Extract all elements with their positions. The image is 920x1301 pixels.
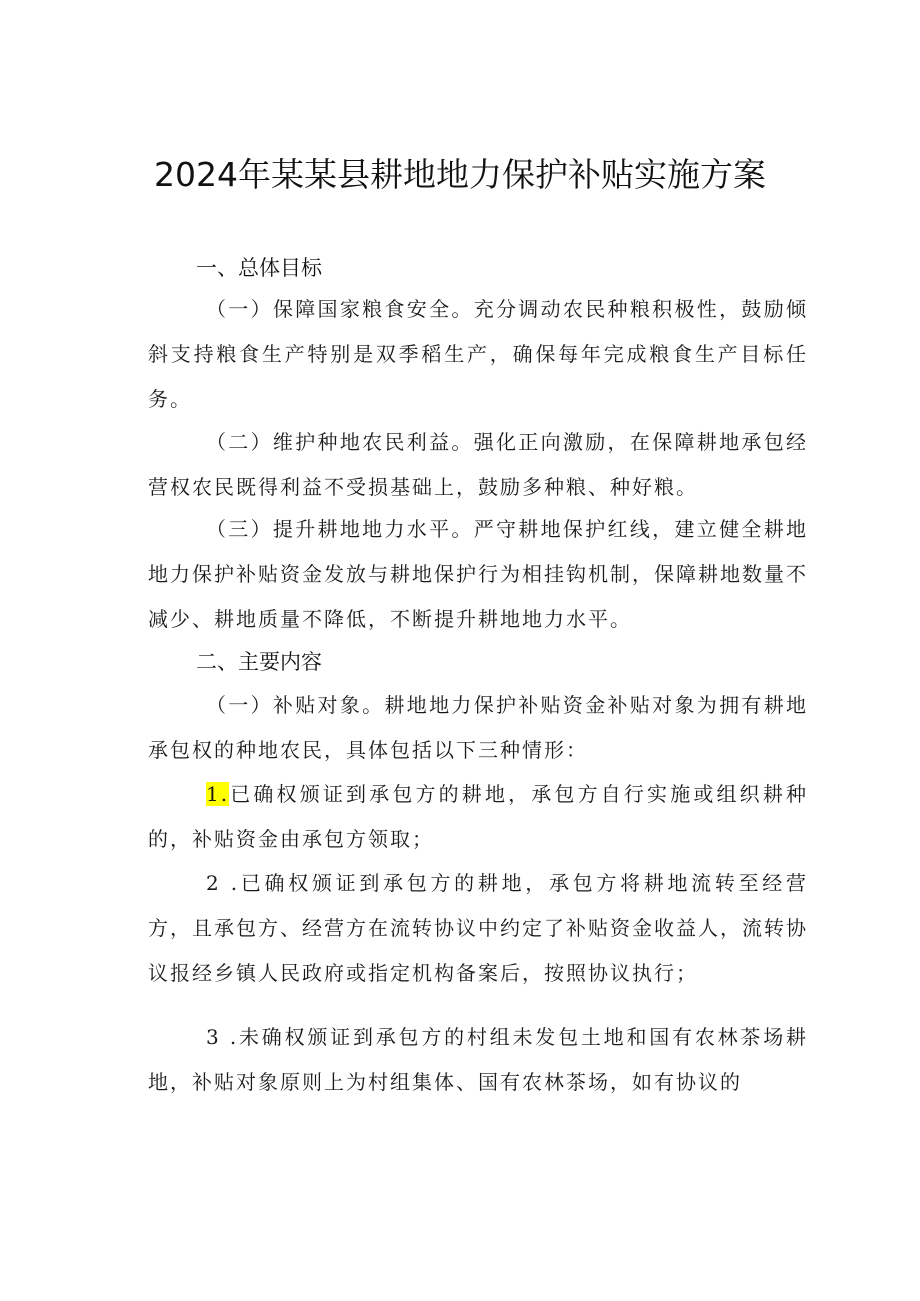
section-heading-overall-goals: 一、总体目标 bbox=[196, 256, 322, 280]
highlighted-item-number: 1. bbox=[206, 782, 230, 806]
paragraph-subsidy-targets: （一）补贴对象。耕地地力保护补贴资金补贴对象为拥有耕地承包权的种地农民，具体包括以下三种情形： bbox=[148, 693, 808, 762]
document-title: 2024年某某县耕地地力保护补贴实施方案 bbox=[154, 155, 766, 194]
list-item-3: 3 .未确权颁证到承包方的村组未发包土地和国有农林茶场耕地，补贴对象原则上为村组集体、国有农林茶场，如有协议的 bbox=[148, 1025, 808, 1094]
paragraph-farmer-interests: （二）维护种地农民利益。强化正向激励，在保障耕地承包经营权农民既得利益不受损基础上，鼓励多种粮、种好粮。 bbox=[148, 430, 808, 499]
section-heading-main-content: 二、主要内容 bbox=[196, 650, 322, 674]
paragraph-food-security: （一）保障国家粮食安全。充分调动农民种粮积极性，鼓励倾斜支持粮食生产特别是双季稻生产，确保每年完成粮食生产目标任务。 bbox=[148, 297, 808, 411]
list-item-1-text: 已确权颁证到承包方的耕地，承包方自行实施或组织耕种的，补贴资金由承包方领取； bbox=[148, 782, 808, 851]
list-item-2: 2 .已确权颁证到承包方的耕地，承包方将耕地流转至经营方，且承包方、经营方在流转协议中约定了补贴资金收益人，流转协议报经乡镇人民政府或指定机构备案后，按照协议执行； bbox=[148, 871, 808, 985]
list-item-1 bbox=[148, 772, 808, 862]
paragraph-land-fertility: （三）提升耕地地力水平。严守耕地保护红线，建立健全耕地地力保护补贴资金发放与耕地保护行为相挂钩机制，保障耕地数量不减少、耕地质量不降低，不断提升耕地地力水平。 bbox=[148, 517, 808, 631]
